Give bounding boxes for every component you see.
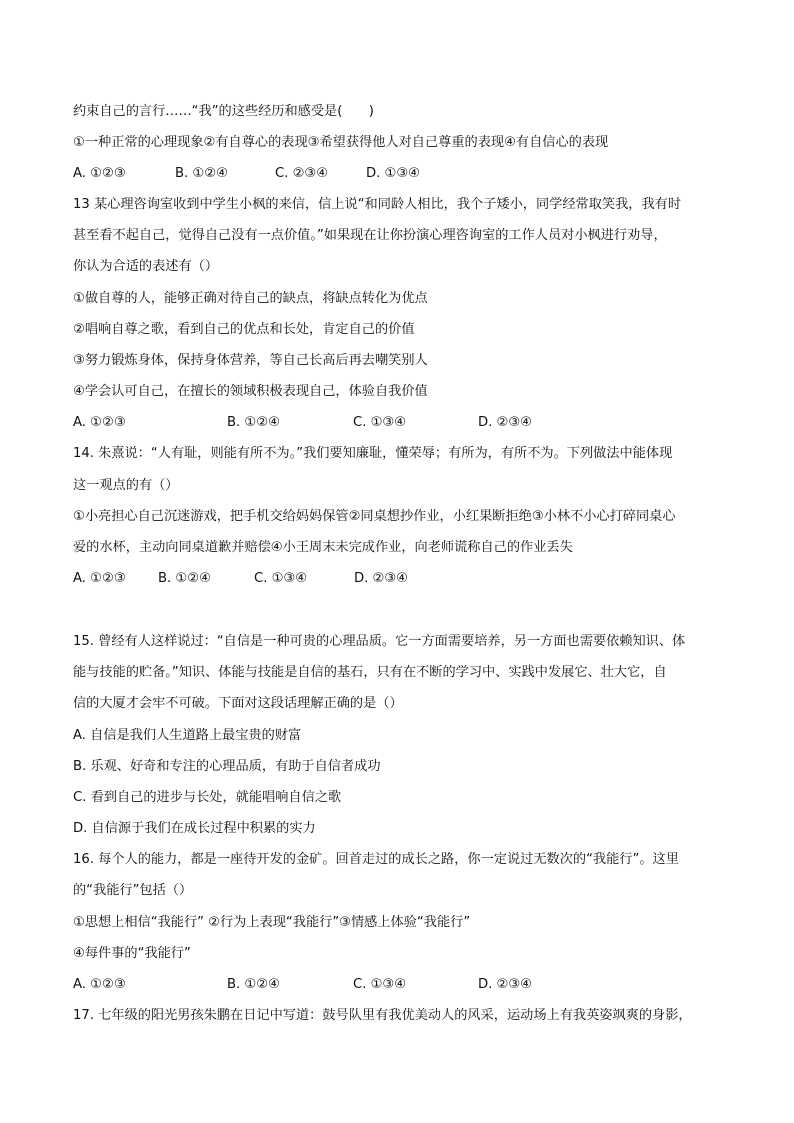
q15-option-b: B. 乐观、好奇和专注的心理品质，有助于自信者成功 — [73, 759, 381, 774]
q13-stem-line-2: 甚至看不起自己，觉得自己没有一点价值。”如果现在让你扮演心理咨询室的工作人员对小枫进行劝导， — [73, 228, 667, 243]
q13-statement-4: ④学会认可自己，在擅长的领域积极表现自己，体验自我价值 — [73, 384, 428, 399]
q14-stem-line-2: 这一观点的有（） — [73, 478, 179, 493]
q13-statement-3: ③努力锻炼身体，保持身体营养，等自己长高后再去嘲笑别人 — [73, 353, 428, 368]
q14-statements-line-2: 爱的水杯，主动向同桌道歉并赔偿④小王周末未完成作业，向老师谎称自己的作业丢失 — [73, 540, 573, 555]
q12-statements: ①一种正常的心理现象②有自尊心的表现③希望获得他人对自己尊重的表现④有自信心的表现 — [73, 135, 609, 150]
q15-stem-line-1: 15. 曾经有人这样说过：“自信是一种可贵的心理品质。它一方面需要培养，另一方面也需要依赖知识、体 — [73, 634, 686, 649]
q12-option-c: C. ②③④ — [275, 166, 329, 181]
q16-stem-line-1: 16. 每个人的能力，都是一座待开发的金矿。回首走过的成长之路，你一定说过无数次的“我能行”。这里 — [73, 852, 679, 867]
q14-option-b: B. ①②④ — [158, 571, 211, 586]
q14-option-d: D. ②③④ — [354, 571, 409, 586]
q13-option-d: D. ②③④ — [478, 415, 533, 430]
q13-option-b: B. ①②④ — [227, 415, 280, 430]
q14-option-c: C. ①③④ — [254, 571, 308, 586]
q12-option-d: D. ①③④ — [366, 166, 421, 181]
q17-stem-line-1: 17. 七年级的阳光男孩朱鹏在日记中写道：鼓号队里有我优美动人的风采，运动场上有我英姿飒爽的身影， — [73, 1008, 692, 1023]
q13-statement-2: ②唱响自尊之歌，看到自己的优点和长处，肯定自己的价值 — [73, 322, 415, 337]
q15-option-a: A. 自信是我们人生道路上最宝贵的财富 — [73, 728, 302, 743]
q16-statement-line-1: ①思想上相信“我能行” ②行为上表现“我能行”③情感上体验“我能行” — [73, 915, 471, 930]
q16-stem-line-2: 的“我能行”包括（） — [73, 883, 193, 898]
q16-option-d: D. ②③④ — [478, 977, 533, 992]
q16-option-b: B. ①②④ — [227, 977, 280, 992]
q13-option-a: A. ①②③ — [73, 415, 126, 430]
q15-stem-line-2: 能与技能的贮备。”知识、体能与技能是自信的基石，只有在不断的学习中、实践中发展它、壮大它，自 — [73, 665, 667, 680]
q12-option-b: B. ①②④ — [175, 166, 228, 181]
q16-statement-line-2: ④每件事的“我能行” — [73, 946, 191, 961]
q12-stem-tail: 约束自己的言行……“我”的这些经历和感受是( ) — [73, 104, 374, 119]
q14-stem-line-1: 14. 朱熹说：“人有耻，则能有所不为。”我们要知廉耻，懂荣辱；有所为，有所不为。下列做法中能体现 — [73, 446, 673, 461]
q15-option-d: D. 自信源于我们在成长过程中积累的实力 — [73, 821, 316, 836]
q13-statement-1: ①做自尊的人，能够正确对待自己的缺点，将缺点转化为优点 — [73, 291, 428, 306]
q13-stem-line-1: 13 某心理咨询室收到中学生小枫的来信，信上说“和同龄人相比，我个子矮小，同学经常取笑我，我有时 — [73, 197, 682, 212]
q14-option-a: A. ①②③ — [73, 571, 126, 586]
q14-statements-line-1: ①小亮担心自己沉迷游戏，把手机交给妈妈保管②同桌想抄作业，小红果断拒绝③小林不小心打碎同桌心 — [73, 509, 676, 524]
q16-option-a: A. ①②③ — [73, 977, 126, 992]
q13-stem-line-3: 你认为合适的表述有（） — [73, 259, 219, 274]
q15-option-c: C. 看到自己的进步与长处，就能唱响自信之歌 — [73, 790, 342, 805]
q13-option-c: C. ①③④ — [353, 415, 407, 430]
q16-option-c: C. ①③④ — [353, 977, 407, 992]
q12-option-a: A. ①②③ — [73, 166, 126, 181]
q15-stem-line-3: 信的大厦才会牢不可破。下面对这段话理解正确的是（） — [73, 696, 403, 711]
